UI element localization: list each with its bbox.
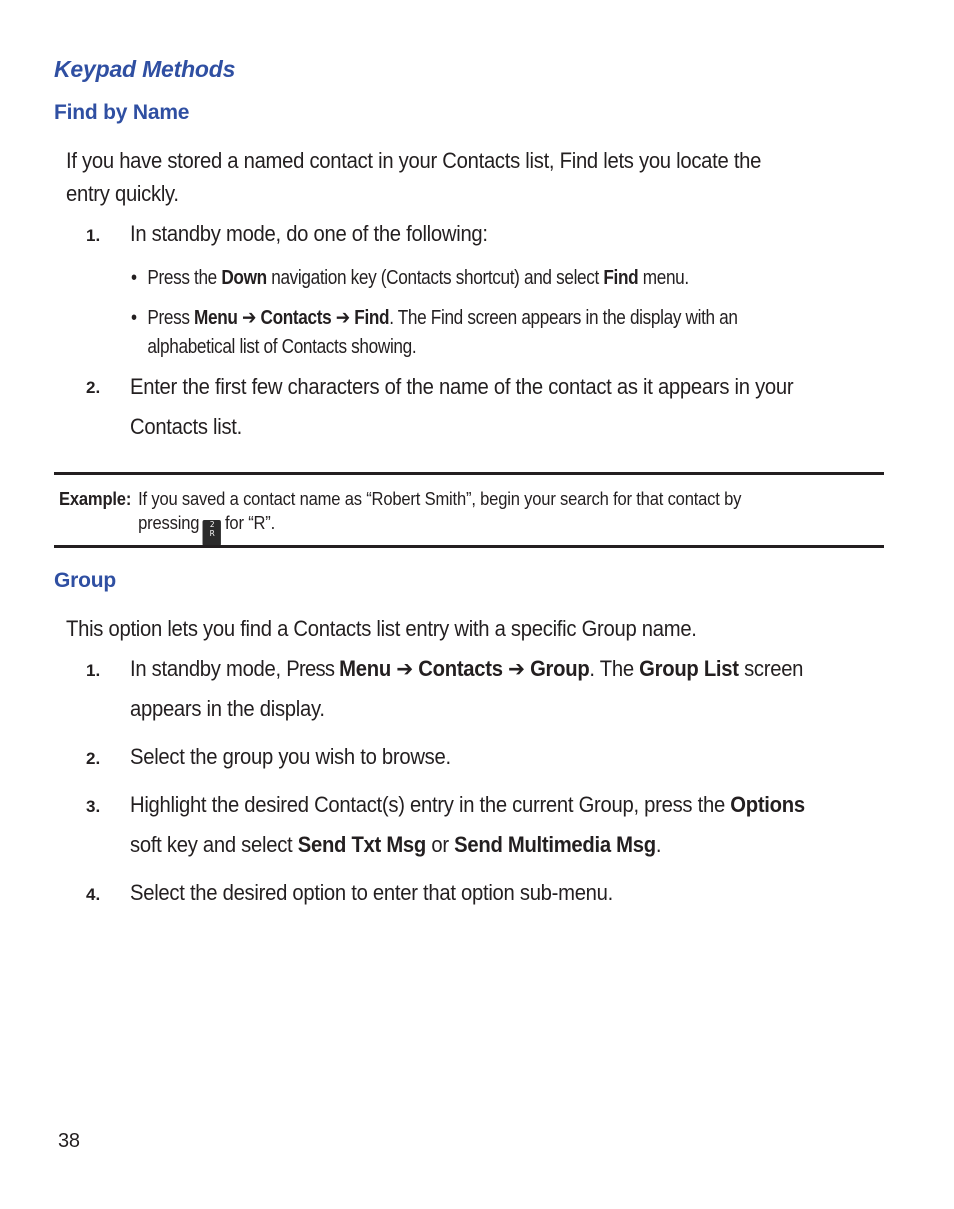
bullet-dot: • <box>131 307 137 329</box>
options-key-label: Options <box>730 792 805 817</box>
bullet-continuation: alphabetical list of Contacts showing. <box>147 336 417 358</box>
step-text: Highlight the desired Contact(s) entry in the current Group, press the Options soft key and select Send Txt Msg or Send Multimedia Msg. <box>130 792 805 857</box>
find-menu-label: Find <box>603 267 639 289</box>
example-label: Example: <box>59 489 132 509</box>
example-line-1: If you saved a contact name as “Robert Smith”, begin your search for that contact by <box>138 489 742 509</box>
step-text: In standby mode, do one of the following: <box>130 221 488 246</box>
step-text: Select the desired option to enter that option sub-menu. <box>130 880 613 905</box>
down-key-label: Down <box>221 267 267 289</box>
arrow-icon: ➔ <box>390 656 419 681</box>
example-line-2: pressing 2 R for “R”. <box>59 511 887 546</box>
step-text: In standby mode, Press Menu ➔ Contacts ➔ Group. The Group List screen appears in the display. <box>130 656 804 721</box>
step-number: 2. <box>86 749 101 768</box>
example-note <box>59 487 887 546</box>
bullet-dot: • <box>131 267 137 289</box>
step-number: 2. <box>86 378 101 397</box>
divider-top <box>54 472 884 475</box>
page-number: 38 <box>58 1130 80 1152</box>
find-by-name-intro <box>66 144 954 210</box>
keypad-2-key-icon: 2 R <box>203 520 221 546</box>
find-by-name-heading: Find by Name <box>54 101 190 124</box>
step-number: 3. <box>86 797 101 816</box>
step-number: 1. <box>86 226 101 245</box>
divider-bottom <box>54 545 884 548</box>
bullet-item: • Press the Down navigation key (Contacts shortcut) and select Find menu. <box>131 264 836 293</box>
bullet-item: • Press Menu ➔ Contacts ➔ Find. The Find screen appears in the display with an alphabetical list of Contacts showing. <box>131 304 836 362</box>
arrow-icon: ➔ <box>502 656 531 681</box>
step-number: 4. <box>86 885 101 904</box>
group-intro: This option lets you find a Contacts list entry with a specific Group name. <box>66 616 697 641</box>
arrow-icon: ➔ <box>237 307 261 329</box>
intro-line-1: If you have stored a named contact in your Contacts list, Find lets you locate the <box>66 148 762 173</box>
section-title: Keypad Methods <box>54 56 236 82</box>
arrow-icon: ➔ <box>331 307 355 329</box>
step-number: 1. <box>86 661 101 680</box>
step-text: Select the group you wish to browse. <box>130 744 451 769</box>
intro-line-2: entry quickly. <box>66 181 179 206</box>
step-text: Enter the first few characters of the name of the contact as it appears in your Contacts list. <box>130 374 794 439</box>
group-heading: Group <box>54 569 116 592</box>
